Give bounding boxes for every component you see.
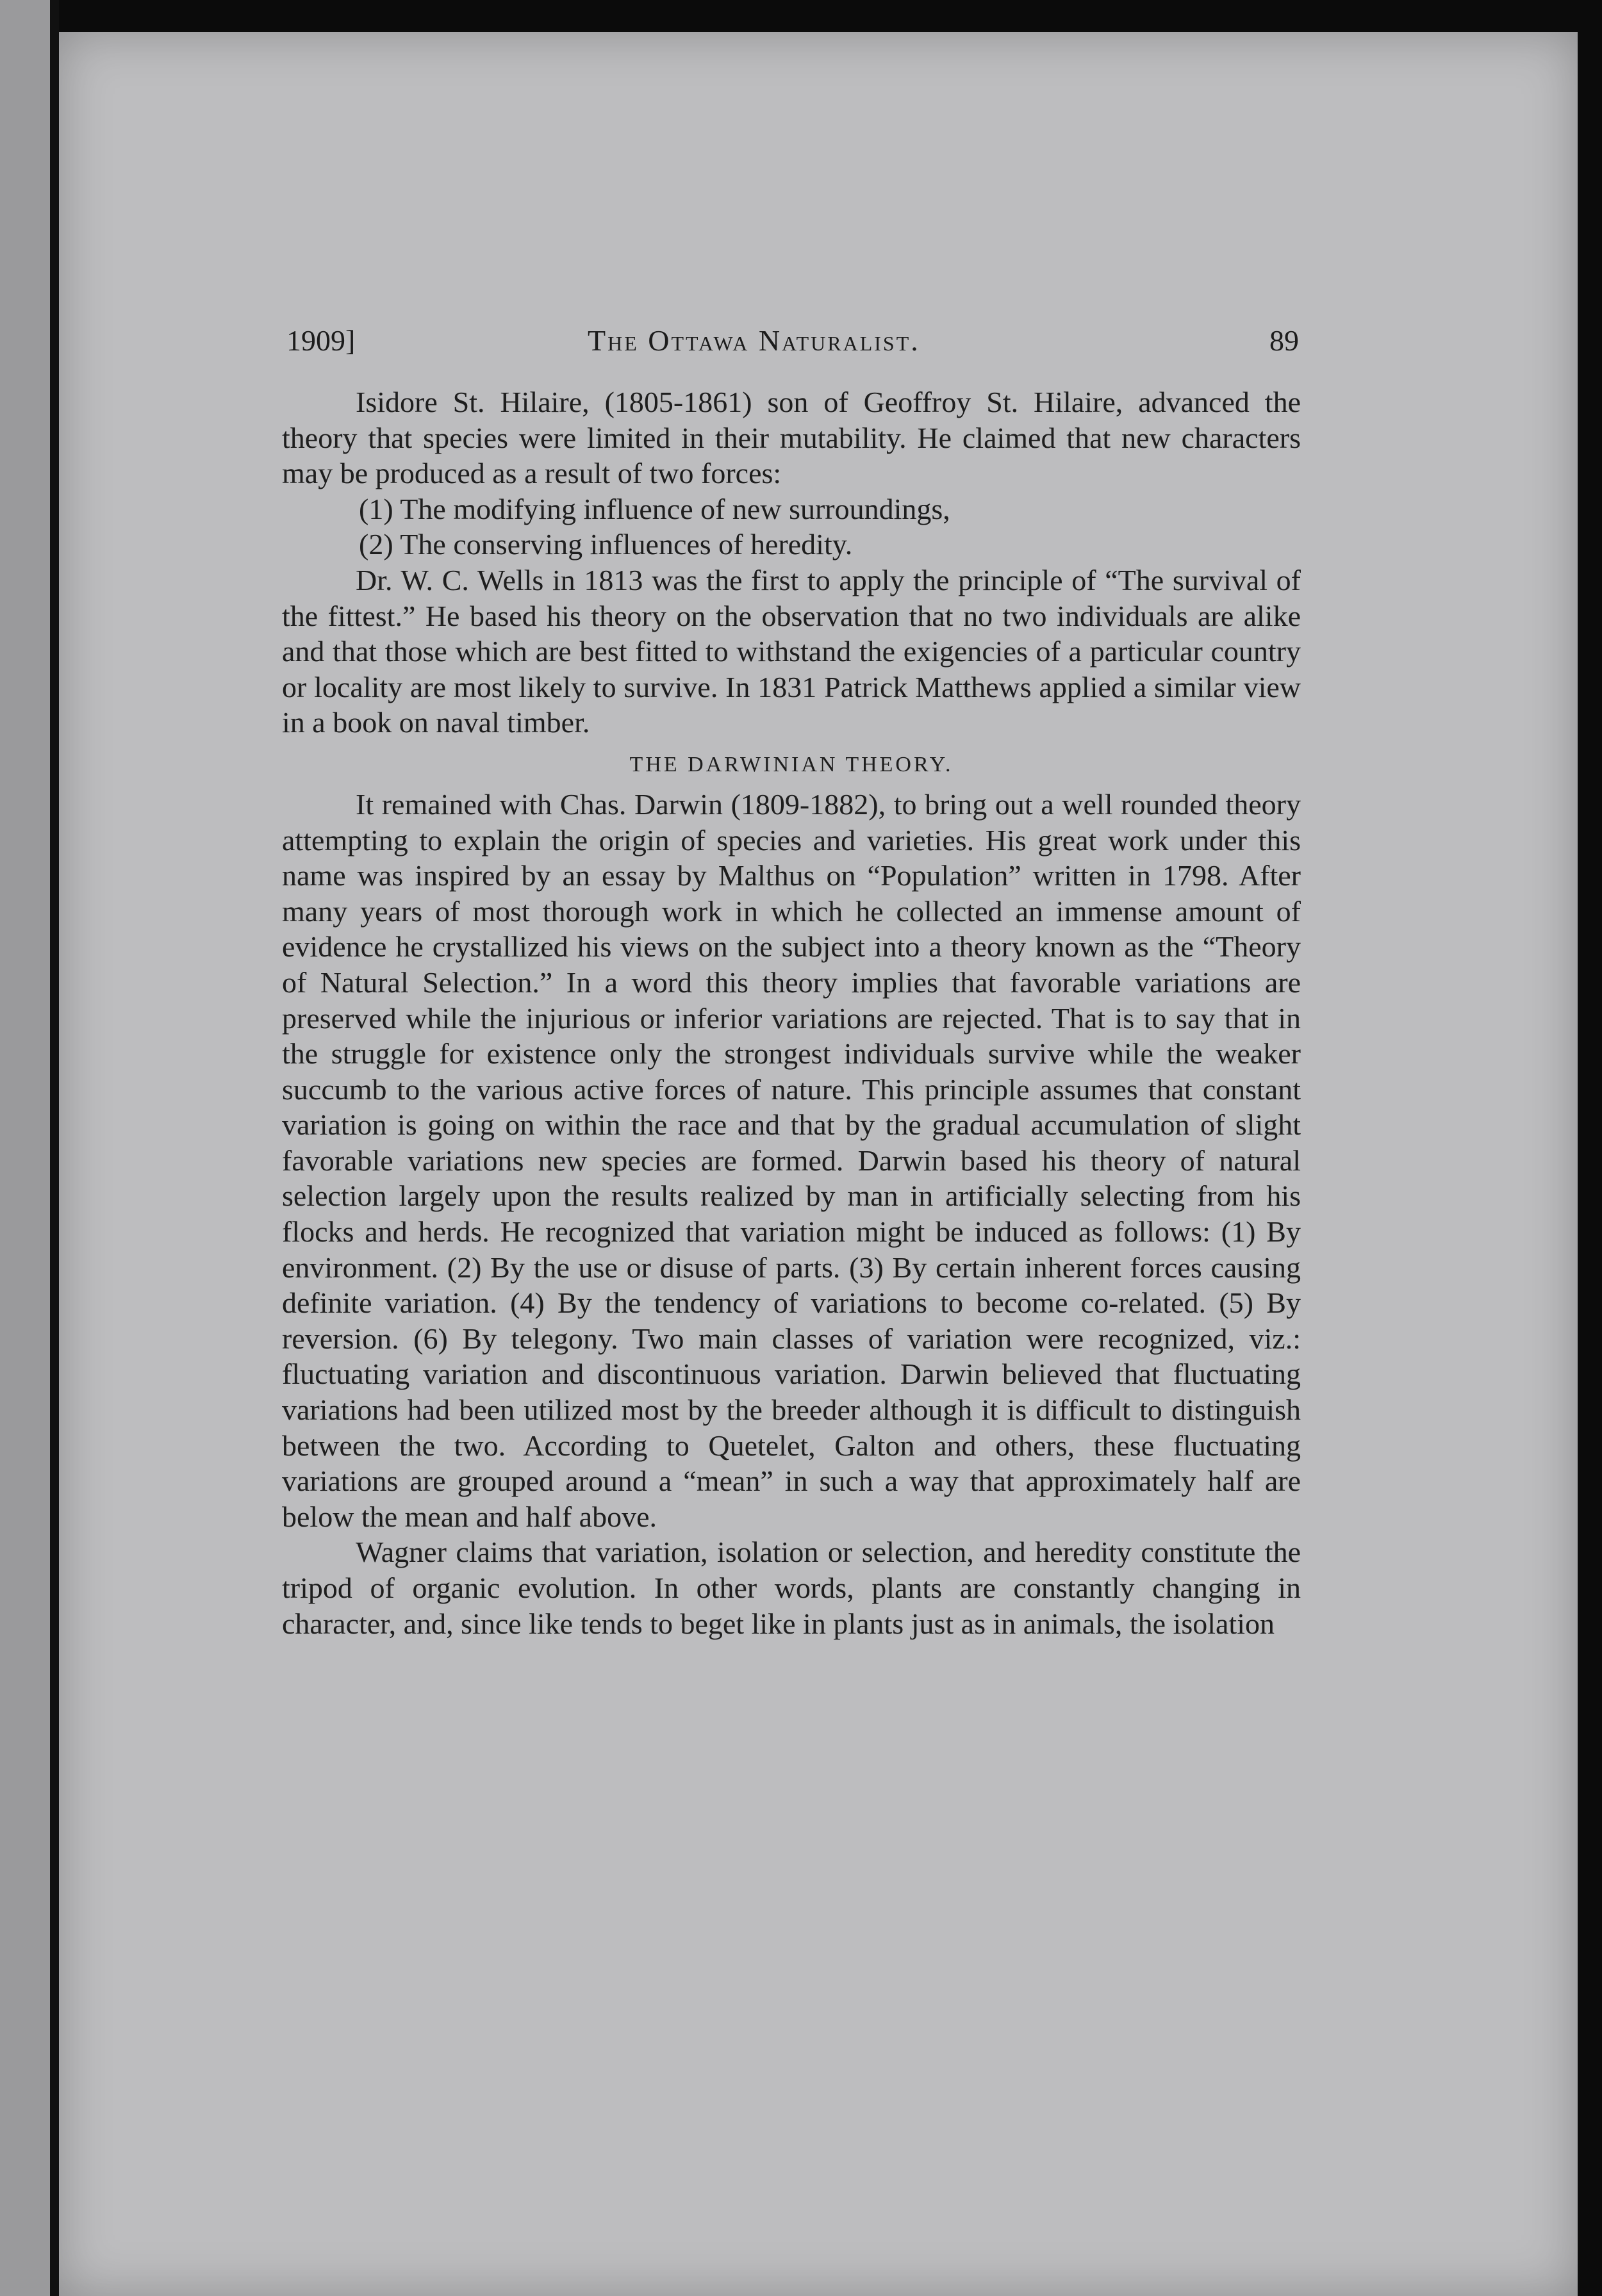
scan-right-border bbox=[1578, 0, 1602, 2296]
header-year: 1909] bbox=[286, 324, 356, 357]
paragraph-wagner: Wagner claims that variation, isolation or selection, and heredity constitute the tripod of organic evolution. In other words, plants are constantly changing in character, and, since like tends to beget like in plants just as in animals, the isolation bbox=[282, 1536, 1301, 1640]
scan-binding-edge bbox=[0, 0, 59, 2296]
running-header bbox=[286, 324, 1299, 362]
paragraph-darwin: It remained with Chas. Darwin (1809-1882), to bring out a well rounded theory attempting to explain the origin of species and varieties. His great work under this name was inspired by an essay by Malthus on “Population” written in 1798. After many years of most thorough work in which he collected an immense amount of evidence he crystallized his views on the subject into a theory known as the “Theory of Natural Selection.” In a word this theory implies that favorable variations are preserved while the injurious or inferior variations are rejected. That is to say that in the struggle for existence only the strongest individuals survive while the weaker succumb to the various active forces of nature. This principle assumes that constant variation is going on within the race and that by the gradual accumulation of slight favorable variations new species are formed. Darwin based his theory of natural selection largely upon the results realized by man in artificially selecting from his flocks and herds. He recognized that variation might be induced as follows: (1) By environment. (2) By the use or disuse of parts. (3) By certain inherent forces causing definite variation. (4) By the tendency of variations to become co-related. (5) By reversion. (6) By telegony. Two main classes of variation were recognized, viz.: fluctuating variation and discontinuous variation. Darwin believed that fluctuating variations had been utilized most by the breeder although it is difficult to distinguish between the two. According to Quetelet, Galton and others, these fluctuating variations are grouped around a “mean” in such a way that approximately half are below the mean and half above. bbox=[282, 787, 1301, 1533]
journal-title: The Ottawa Naturalist. bbox=[588, 324, 920, 357]
paragraph-wells: Dr. W. C. Wells in 1813 was the first to apply the principle of “The survival of the fittest.” He based his theory on the observation that no two individuals are alike and that those which are best fitted to withstand the exigencies of a particular country or locality are most likely to survive. In 1831 Patrick Matthews applied a similar view in a book on naval timber. bbox=[282, 563, 1301, 739]
page-number: 89 bbox=[1269, 324, 1299, 357]
list-item-conserving: (2) The conserving influences of heredity. bbox=[359, 528, 853, 561]
list-item-modifying: (1) The modifying influence of new surroundings, bbox=[359, 492, 950, 525]
paragraph-hilaire: Isidore St. Hilaire, (1805-1861) son of Geoffroy St. Hilaire, advanced the theory that species were limited in their mutability. He claimed that new characters may be produced as a result of two forces: bbox=[282, 386, 1301, 490]
article-body bbox=[282, 384, 1301, 1641]
section-heading: THE DARWINIAN THEORY. bbox=[629, 752, 954, 776]
scan-top-border bbox=[0, 0, 1602, 32]
